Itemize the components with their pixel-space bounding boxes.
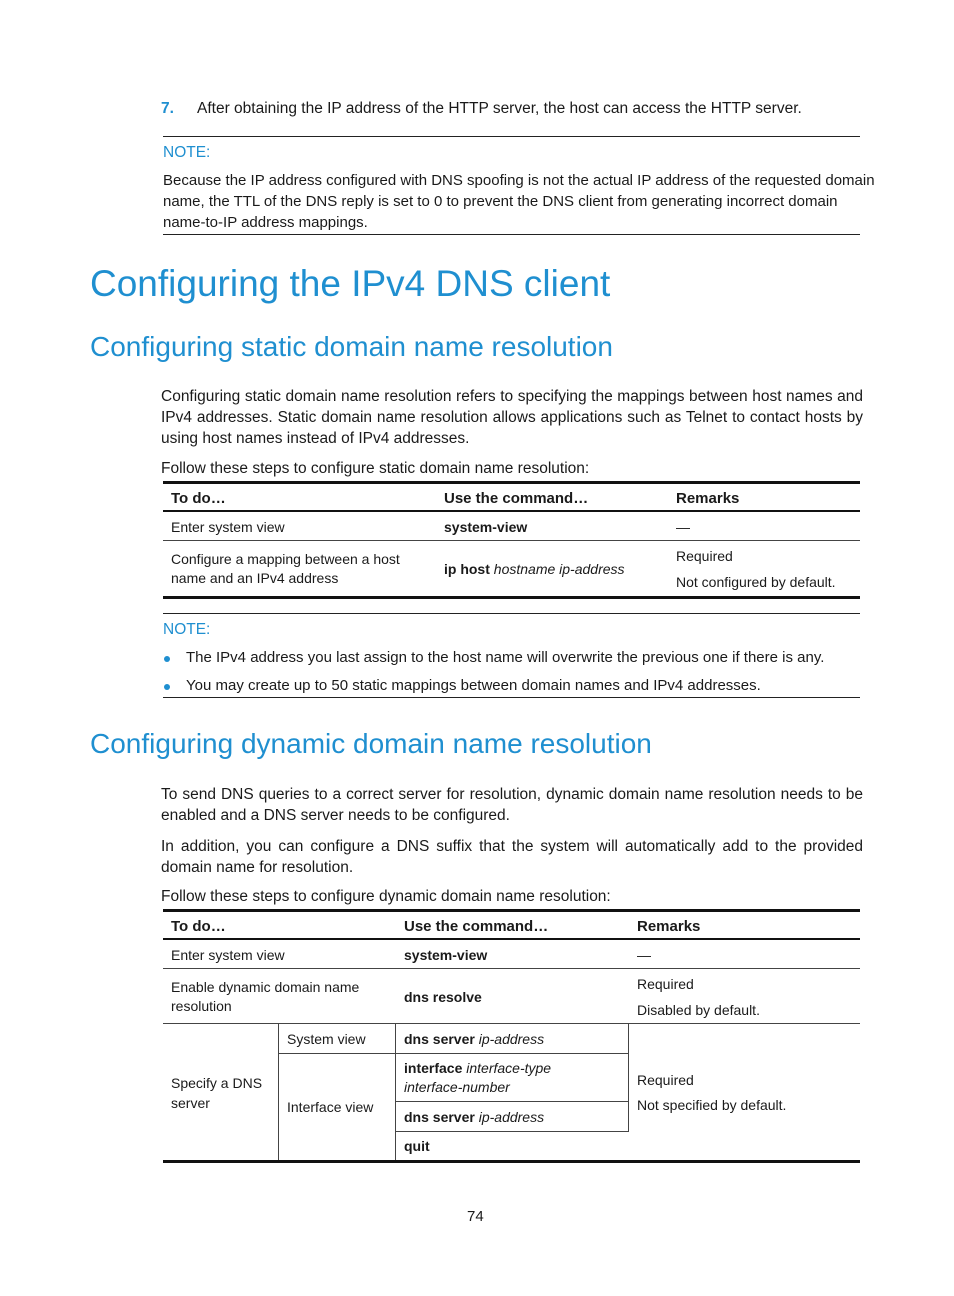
command-keyword: interface bbox=[404, 1060, 463, 1076]
table1-row1-remarks: — bbox=[676, 519, 690, 535]
table2-row3-todo: Specify a DNS bbox=[171, 1075, 263, 1091]
note-line: Because the IP address configured with DNS spoofing is not the actual IP address of the requested domain bbox=[163, 172, 875, 189]
table2-row1-remarks: — bbox=[637, 947, 651, 963]
table2-subrow-divider bbox=[396, 1131, 628, 1132]
table2-cmd-dns-server-system bbox=[404, 1030, 544, 1049]
static-paragraph: Configuring static domain name resolution refers to specifying the mappings between host names and IPv4 addresses. Static domain name resolution allows applications such as Telnet to contact hosts by using host names instead of IPv4 addresses. bbox=[161, 388, 863, 447]
step-text: After obtaining the IP address of the HTTP server, the host can access the HTTP server. bbox=[197, 100, 802, 117]
table1-header-remarks: Remarks bbox=[676, 490, 740, 507]
table2-row2-remarks: Disabled by default. bbox=[637, 1002, 760, 1018]
table1-bottom-rule bbox=[163, 596, 860, 599]
command-argument: interface-number bbox=[404, 1079, 510, 1095]
bullet-icon bbox=[164, 684, 170, 690]
table2-row3-todo: server bbox=[171, 1095, 210, 1111]
note2-bullet-text: You may create up to 50 static mappings between domain names and IPv4 addresses. bbox=[186, 677, 761, 694]
table1-header-rule bbox=[163, 510, 860, 512]
table2-vertical-divider bbox=[278, 1024, 279, 1161]
command-argument: interface-type bbox=[466, 1060, 552, 1076]
table2-header-rule bbox=[163, 938, 860, 940]
command-argument: ip-address bbox=[478, 1031, 545, 1047]
note2-bullet-text: The IPv4 address you last assign to the host name will overwrite the previous one if there is any. bbox=[186, 649, 825, 666]
table2-cmd-quit: quit bbox=[404, 1138, 430, 1154]
table2-row1-todo: Enter system view bbox=[171, 947, 285, 963]
table2-row2-remarks: Required bbox=[637, 976, 694, 992]
table2-bottom-rule bbox=[163, 1160, 860, 1163]
table2-cmd-dns-server-interface bbox=[404, 1108, 544, 1127]
table1-row1-command: system-view bbox=[444, 519, 528, 535]
table2-row3-remarks: Required bbox=[637, 1072, 694, 1088]
note-line: name-to-IP address mappings. bbox=[163, 214, 368, 231]
table1-row2-todo: name and an IPv4 address bbox=[171, 570, 339, 586]
table2-vertical-divider bbox=[395, 1024, 396, 1161]
table2-row3-remarks: Not specified by default. bbox=[637, 1097, 787, 1113]
table2-subrow-divider bbox=[396, 1101, 628, 1102]
table1-header-command: Use the command… bbox=[444, 490, 589, 507]
table1-header-todo: To do… bbox=[171, 490, 226, 507]
table2-row3-system-view: System view bbox=[287, 1031, 366, 1047]
note-top-rule bbox=[163, 136, 860, 137]
table2-row3-interface-view: Interface view bbox=[287, 1099, 374, 1115]
table2-cmd-interface bbox=[404, 1059, 551, 1078]
note-label: NOTE: bbox=[163, 144, 211, 161]
table2-vertical-divider bbox=[628, 1024, 629, 1132]
table2-top-rule bbox=[163, 909, 860, 912]
table1-row2-remarks: Required bbox=[676, 548, 733, 564]
table1-row2-remarks: Not configured by default. bbox=[676, 574, 836, 590]
note2-top-rule bbox=[163, 613, 860, 614]
dynamic-paragraph-2: In addition, you can configure a DNS suffix that the system will automatically add to the provided domain name for resolution. bbox=[161, 838, 863, 876]
bullet-icon bbox=[164, 656, 170, 662]
step-number: 7. bbox=[161, 100, 174, 117]
note-line: name, the TTL of the DNS reply is set to 0 to prevent the DNS client from generating incorrect domain bbox=[163, 193, 838, 210]
command-keyword: dns server bbox=[404, 1031, 475, 1047]
table1-row2-todo: Configure a mapping between a host bbox=[171, 551, 400, 567]
table2-row-divider bbox=[163, 968, 860, 969]
section-heading-dynamic: Configuring dynamic domain name resolution bbox=[90, 728, 652, 759]
table2-row2-todo: Enable dynamic domain name bbox=[171, 979, 360, 995]
table1-row1-todo: Enter system view bbox=[171, 519, 285, 535]
table2-header-remarks: Remarks bbox=[637, 918, 701, 935]
table2-subrow-divider bbox=[279, 1053, 628, 1054]
table1-row-divider bbox=[163, 540, 860, 541]
table2-row2-command: dns resolve bbox=[404, 989, 482, 1005]
note2-bottom-rule bbox=[163, 697, 860, 698]
page-title: Configuring the IPv4 DNS client bbox=[90, 263, 611, 304]
dynamic-paragraph-1: To send DNS queries to a correct server for resolution, dynamic domain name resolution needs to be enabled and a DNS server needs to be configured. bbox=[161, 786, 863, 824]
table1-row2-command bbox=[444, 560, 625, 579]
table2-row1-command: system-view bbox=[404, 947, 488, 963]
table1-top-rule bbox=[163, 481, 860, 484]
table2-row2-todo: resolution bbox=[171, 998, 232, 1014]
command-keyword: dns server bbox=[404, 1109, 475, 1125]
command-keyword: ip host bbox=[444, 561, 490, 577]
table2-header-command: Use the command… bbox=[404, 918, 549, 935]
command-argument: hostname ip-address bbox=[493, 561, 625, 577]
dynamic-follow-text: Follow these steps to configure dynamic domain name resolution: bbox=[161, 888, 611, 905]
section-heading-static: Configuring static domain name resolution bbox=[90, 331, 613, 362]
note2-label: NOTE: bbox=[163, 621, 211, 638]
static-follow-text: Follow these steps to configure static domain name resolution: bbox=[161, 460, 590, 477]
note-bottom-rule bbox=[163, 234, 860, 235]
command-argument: ip-address bbox=[478, 1109, 545, 1125]
table2-header-todo: To do… bbox=[171, 918, 226, 935]
table2-row-divider bbox=[163, 1023, 860, 1024]
page-number: 74 bbox=[467, 1208, 484, 1225]
